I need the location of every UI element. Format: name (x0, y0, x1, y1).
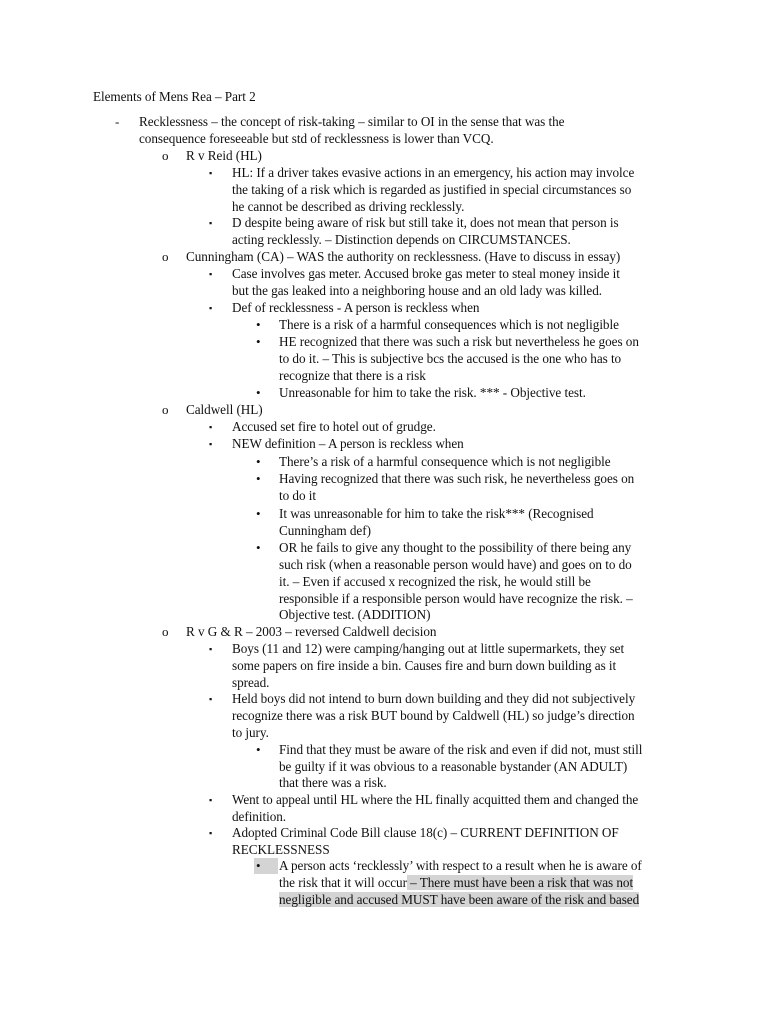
cunningham-point-1-line-2: but the gas leaked into a neighboring house and an old lady was killed. (232, 283, 603, 298)
square-marker: ▪ (209, 694, 213, 704)
cunningham-bullet-2-line-2: to do it. – This is subjective bcs the accused is the one who has to (279, 351, 622, 366)
rvgr-point-1-line-3: spread. (232, 675, 270, 690)
rvgr-bullet-1-line-1: Find that they must be aware of the risk and even if did not, must still (279, 742, 643, 757)
rvgr-point-3-line-2: definition. (232, 809, 287, 824)
caldwell-point-2: NEW definition – A person is reckless when (232, 436, 464, 451)
caldwell-bullet-4-line-2: such risk (when a reasonable person would have) and goes on to do (279, 557, 632, 572)
rvgr-bullet-2-line-2-plain: the risk that it will occur (279, 875, 407, 890)
document-title: Elements of Mens Rea – Part 2 (93, 89, 256, 104)
bullet-marker: • (256, 742, 261, 757)
case-heading-caldwell: Caldwell (HL) (186, 402, 263, 417)
rvgr-point-4-line-2: RECKLESSNESS (232, 842, 330, 857)
square-marker: ▪ (209, 795, 213, 805)
caldwell-bullet-2-line-1: Having recognized that there was such risk, he nevertheless goes on (279, 471, 635, 486)
rvgr-point-2-line-3: to jury. (232, 725, 269, 740)
rvgr-bullet-1-line-2: be guilty if it was obvious to a reasonable bystander (AN ADULT) (279, 759, 628, 774)
cunningham-point-2: Def of recklessness - A person is reckless when (232, 300, 480, 315)
rvgr-bullet-2-line-2-highlight: – There must have been a risk that was not (406, 875, 634, 890)
caldwell-bullet-4-line-3: it. – Even if accused x recognized the risk, he would still be (279, 574, 591, 589)
bullet-marker: • (256, 471, 261, 486)
rvgr-point-4-line-1: Adopted Criminal Code Bill clause 18(c) – CURRENT DEFINITION OF (232, 825, 619, 840)
circle-marker: o (162, 402, 169, 417)
caldwell-bullet-4-line-5: Objective test. (ADDITION) (279, 607, 431, 622)
bullet-marker: • (256, 454, 261, 469)
cunningham-bullet-1: There is a risk of a harmful consequences which is not negligible (279, 317, 619, 332)
rvgr-bullet-2-line-2 (279, 874, 633, 891)
reid-point-1-line-2: the taking of a risk which is regarded as justified in special circumstances so (232, 182, 632, 197)
rvgr-point-1-line-1: Boys (11 and 12) were camping/hanging out at little supermarkets, they set (232, 641, 625, 656)
rvgr-bullet-2-line-3 (279, 891, 639, 908)
reid-point-2-line-2: acting recklessly. – Distinction depends on CIRCUMSTANCES. (232, 232, 571, 247)
square-marker: ▪ (209, 828, 213, 838)
rvgr-bullet-2-line-3-highlight: negligible and accused MUST have been aware of the risk and based (279, 892, 640, 907)
reid-point-1-line-3: he cannot be described as driving recklessly. (232, 199, 465, 214)
reid-point-2-line-1: D despite being aware of risk but still take it, does not mean that person is (232, 215, 619, 230)
caldwell-bullet-3-line-1: It was unreasonable for him to take the risk*** (Recognised (279, 506, 594, 521)
caldwell-point-1: Accused set fire to hotel out of grudge. (232, 419, 436, 434)
caldwell-bullet-3-line-2: Cunningham def) (279, 523, 371, 538)
circle-marker: o (162, 249, 169, 264)
rvgr-point-2-line-2: recognize there was a risk BUT bound by Caldwell (HL) so judge’s direction (232, 708, 635, 723)
bullet-marker: • (256, 385, 261, 400)
cunningham-bullet-3: Unreasonable for him to take the risk. *** - Objective test. (279, 385, 586, 400)
case-heading-cunningham: Cunningham (CA) – WAS the authority on recklessness. (Have to discuss in essay) (186, 249, 621, 264)
cunningham-bullet-2-line-3: recognize that there is a risk (279, 368, 426, 383)
rvgr-point-2-line-1: Held boys did not intend to burn down building and they did not subjectively (232, 691, 636, 706)
circle-marker: o (162, 624, 169, 639)
square-marker: ▪ (209, 644, 213, 654)
intro-line-2: consequence foreseeable but std of recklessness is lower than VCQ. (139, 131, 494, 146)
rvgr-bullet-2-line-1: A person acts ‘recklessly’ with respect to a result when he is aware of (279, 858, 642, 873)
cunningham-bullet-2-line-1: HE recognized that there was such a risk but nevertheless he goes on (279, 334, 639, 349)
caldwell-bullet-4-line-4: responsible if a responsible person would have recognize the risk. – (279, 591, 633, 606)
rvgr-bullet-1-line-3: that there was a risk. (279, 775, 387, 790)
case-heading-rvgr: R v G & R – 2003 – reversed Caldwell decision (186, 624, 437, 639)
caldwell-bullet-2-line-2: to do it (279, 488, 316, 503)
caldwell-bullet-1: There’s a risk of a harmful consequence which is not negligible (279, 454, 611, 469)
cunningham-point-1-line-1: Case involves gas meter. Accused broke gas meter to steal money inside it (232, 266, 620, 281)
circle-marker: o (162, 148, 169, 163)
square-marker: ▪ (209, 168, 213, 178)
square-marker: ▪ (209, 303, 213, 313)
intro-line-1: Recklessness – the concept of risk-taking – similar to OI in the sense that was the (139, 114, 565, 129)
bullet-marker: • (256, 506, 261, 521)
caldwell-bullet-4-line-1: OR he fails to give any thought to the possibility of there being any (279, 540, 632, 555)
square-marker: ▪ (209, 439, 213, 449)
square-marker: ▪ (209, 269, 213, 279)
dash-marker: - (115, 114, 120, 129)
square-marker: ▪ (209, 218, 213, 228)
square-marker: ▪ (209, 422, 213, 432)
case-heading-reid: R v Reid (HL) (186, 148, 262, 163)
rvgr-point-3-line-1: Went to appeal until HL where the HL finally acquitted them and changed the (232, 792, 639, 807)
bullet-marker: • (256, 334, 261, 349)
bullet-marker: • (256, 540, 261, 555)
reid-point-1-line-1: HL: If a driver takes evasive actions in an emergency, his action may involce (232, 165, 635, 180)
rvgr-point-1-line-2: some papers on fire inside a bin. Causes fire and burn down building as it (232, 658, 617, 673)
bullet-marker: • (256, 858, 261, 873)
bullet-marker: • (256, 317, 261, 332)
